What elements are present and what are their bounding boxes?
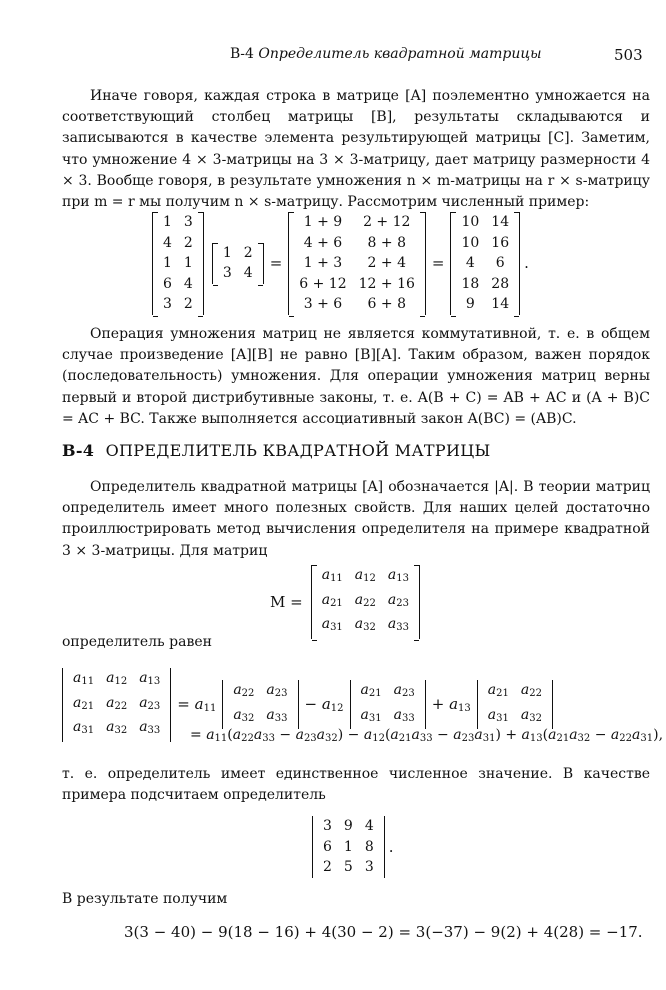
minor2-row [355, 680, 421, 705]
minor2-row [355, 705, 421, 730]
header-section: В-4 [230, 46, 254, 62]
matrix-sum-cell: 1 + 3 [303, 255, 343, 271]
det-full-row [67, 693, 166, 718]
example-det-cell: 3 [364, 859, 374, 875]
matrix-m-row [316, 565, 415, 590]
minor1-row [227, 680, 293, 705]
matrix-result-row [455, 274, 515, 295]
matrix-result-cell: 4 [465, 255, 475, 271]
matrix-b-cell: 1 [222, 244, 232, 261]
matrix-a-cell: 6 [163, 275, 172, 292]
det-full-cell: $a_{23}$ [139, 694, 161, 712]
minor3-row [482, 705, 548, 730]
matrix-result-row [455, 253, 515, 274]
example-det-row [317, 816, 380, 837]
minor1-row [227, 705, 293, 730]
det-full-cell: $a_{13}$ [139, 670, 161, 687]
matrix-result-row [455, 233, 515, 254]
matrix-a-row [157, 253, 199, 274]
det-full-cell: $a_{11}$ [73, 670, 95, 687]
equals-sign-1: = [269, 254, 283, 273]
minor3-cell: $a_{31}$ [487, 706, 509, 724]
det-full-row [67, 668, 166, 693]
example-det-cell: 6 [323, 838, 332, 855]
matrix-a-row [157, 233, 199, 254]
matrix-sum-cell: 12 + 16 [358, 275, 415, 292]
paragraph-1: Иначе говоря, каждая строка в матрице [A] поэлементно умножается на соответствующий столбец матрицы [B], результаты складываются и записываются в качестве элемента результирующей матрицы [C]. Заметим, что умножение 4 × 3-матрицы на 3 × 3-матрицу, дает матрицу размерности 4 × 3. Вообще говоря, в результате умножения n × m-матрицы на r × s-матрицу при m = r мы получим n × s-матрицу. Рассмотрим численный пример: [62, 88, 650, 211]
matrix-sum-cell: 6 + 12 [299, 275, 347, 292]
matrix-sum-row [293, 294, 421, 315]
matrix-sum-cell: 2 + 12 [363, 214, 411, 230]
matrix-b-row [217, 263, 259, 284]
example-det-row [317, 837, 380, 858]
matrix-m-cell: $a_{23}$ [387, 591, 409, 609]
matrix-a-cell: 1 [183, 255, 193, 271]
matrix-a-cell: 4 [163, 234, 172, 251]
matrix-a-row [157, 294, 199, 315]
det-full-row [67, 717, 166, 742]
matrix-result-cell: 14 [491, 296, 510, 312]
determinant-expanded-formula: = $a_{11}(a_{22}a_{33} - a_{23}a_{32}) - a_{12}(a_{21}a_{33} - a_{23}a_{31}) + a_{13}(a_{21}a_{32} - a_{22}a_{31})$, [190, 727, 664, 744]
matrix-sum-row [293, 274, 421, 295]
example-det-cell: 3 [323, 818, 332, 834]
minor1-cell: $a_{32}$ [233, 706, 255, 724]
minor-3 [477, 680, 553, 729]
minor1-cell: $a_{22}$ [233, 682, 255, 700]
header-title: Определитель квадратной матрицы [258, 46, 542, 62]
matrix-result-cell: 6 [495, 255, 505, 271]
matrix-a-cell: 1 [163, 255, 172, 271]
matrix-sum-cell: 2 + 4 [367, 255, 406, 271]
matrix-m-display [270, 565, 420, 639]
minor2-cell: $a_{23}$ [393, 682, 415, 700]
matrix-result-cell: 18 [461, 275, 480, 292]
section-number: В-4 [62, 441, 95, 460]
matrix-result-cell: 9 [465, 296, 475, 312]
det-full-cell: $a_{12}$ [106, 670, 128, 687]
term1-coefficient: = $a_{11}$ [177, 695, 217, 715]
matrix-m-label: M = [270, 592, 303, 611]
example-det-period: . [388, 837, 394, 856]
paragraph-5: т. е. определитель имеет единственное численное значение. В качестве примера подсчитаем определитель [62, 766, 650, 804]
minor3-cell: $a_{22}$ [520, 682, 542, 700]
matrix-sum-row [293, 233, 421, 254]
matrix-a [152, 212, 204, 315]
matrix-m-cell: $a_{22}$ [354, 591, 376, 609]
matrix-result-row [455, 212, 515, 233]
minor2-cell: $a_{31}$ [360, 706, 382, 724]
term2-coefficient: − $a_{12}$ [304, 695, 344, 715]
matrix-result-row [455, 294, 515, 315]
matrix-a-cell: 2 [183, 234, 193, 251]
det-full-cell: $a_{33}$ [139, 719, 161, 736]
minor-1 [222, 680, 298, 729]
matrix-m-cell: $a_{11}$ [321, 567, 343, 584]
matrix-b-cell: 3 [222, 265, 232, 282]
matrix-multiplication-example [152, 212, 529, 315]
det-full-cell: $a_{22}$ [106, 694, 128, 712]
minor1-cell: $a_{33}$ [266, 706, 288, 724]
term3-coefficient: + $a_{13}$ [431, 695, 471, 715]
minor1-cell: $a_{23}$ [266, 682, 288, 700]
matrix-sum [288, 212, 426, 315]
example-det-cell: 9 [343, 818, 353, 834]
matrix-sum-row [293, 212, 421, 233]
det-full-cell: $a_{32}$ [106, 719, 128, 736]
paragraph-4: определитель равен [62, 634, 212, 650]
matrix-m-cell: $a_{13}$ [387, 567, 409, 584]
matrix-result-cell: 28 [491, 275, 510, 292]
determinant-3x3 [312, 816, 385, 878]
matrix-m-cell: $a_{12}$ [354, 567, 376, 584]
minor3-cell: $a_{32}$ [520, 706, 542, 724]
paragraph-2: Операция умножения матриц не является коммутативной, т. е. в общем случае произведение [A][B] не равно [B][A]. Таким образом, важен порядок (последовательность) умножения. Для операции умножения матриц верны первый и второй дистрибутивные законы, т. е. A(B + C) = AB + AC и (A + B)C = AC + BC. Также выполняется ассоциативный закон A(BC) = (AB)C. [62, 326, 650, 427]
paragraph-6: В результате получим [62, 891, 228, 907]
equals-sign-2: = [431, 254, 445, 273]
example-det-cell: 4 [364, 818, 374, 834]
section-title: ОПРЕДЕЛИТЕЛЬ КВАДРАТНОЙ МАТРИЦЫ [105, 441, 491, 460]
det-full-cell: $a_{31}$ [73, 719, 95, 736]
minor2-cell: $a_{21}$ [360, 682, 382, 700]
matrix-b-row [217, 243, 259, 264]
section-heading [62, 441, 491, 460]
matrix-result-cell: 16 [491, 234, 510, 251]
matrix-m-cell: $a_{32}$ [354, 616, 376, 633]
final-equation: 3(3 − 40) − 9(18 − 16) + 4(30 − 2) = 3(−37) − 9(2) + 4(28) = −17. [124, 923, 643, 941]
matrix-a-cell: 3 [183, 214, 193, 230]
example-det-cell: 5 [343, 859, 353, 875]
matrix-a-cell: 4 [183, 275, 193, 292]
running-header [230, 46, 542, 62]
matrix-m-cell: $a_{21}$ [321, 591, 343, 609]
matrix-a-cell: 3 [163, 296, 172, 312]
example-det-cell: 1 [343, 838, 353, 855]
matrix-a-row [157, 274, 199, 295]
det-full-cell: $a_{21}$ [73, 694, 95, 712]
paragraph-3: Определитель квадратной матрицы [A] обозначается |A|. В теории матриц определитель имеет много полезных свойств. Для наших целей достаточно проиллюстрировать метод вычисления определителя на примере квадратной 3 × 3-матрицы. Для матриц [62, 479, 650, 559]
matrix-m-cell: $a_{31}$ [321, 616, 343, 633]
minor2-cell: $a_{33}$ [393, 706, 415, 724]
matrix-sum-cell: 1 + 9 [303, 214, 343, 230]
matrix-m [311, 565, 420, 639]
minor3-row [482, 680, 548, 705]
page-number: 503 [614, 46, 643, 64]
matrix-b [212, 243, 264, 284]
matrix-result-cell: 14 [491, 214, 510, 230]
matrix-result-cell: 10 [461, 214, 480, 230]
matrix-a-cell: 2 [183, 296, 193, 312]
matrix-m-row [316, 590, 415, 615]
matrix-b-cell: 4 [243, 265, 253, 282]
matrix-sum-cell: 3 + 6 [303, 296, 343, 312]
matrix-a-cell: 1 [163, 214, 172, 230]
matrix-sum-row [293, 253, 421, 274]
matrix-result-cell: 10 [461, 234, 480, 251]
example-det-cell: 2 [323, 859, 332, 875]
matrix-sum-cell: 8 + 8 [367, 234, 406, 251]
matrix-a-row [157, 212, 199, 233]
minor3-cell: $a_{21}$ [487, 682, 509, 700]
example-det-row [317, 857, 380, 878]
matrix-sum-cell: 6 + 8 [367, 296, 406, 312]
matrix-sum-cell: 4 + 6 [303, 234, 343, 251]
matrix-m-cell: $a_{33}$ [387, 616, 409, 633]
minor-2 [350, 680, 426, 729]
example-period: . [524, 254, 529, 273]
example-det-cell: 8 [364, 838, 374, 855]
matrix-result [450, 212, 520, 315]
determinant-full [62, 668, 171, 742]
matrix-b-cell: 2 [243, 244, 253, 261]
example-determinant [312, 816, 394, 878]
